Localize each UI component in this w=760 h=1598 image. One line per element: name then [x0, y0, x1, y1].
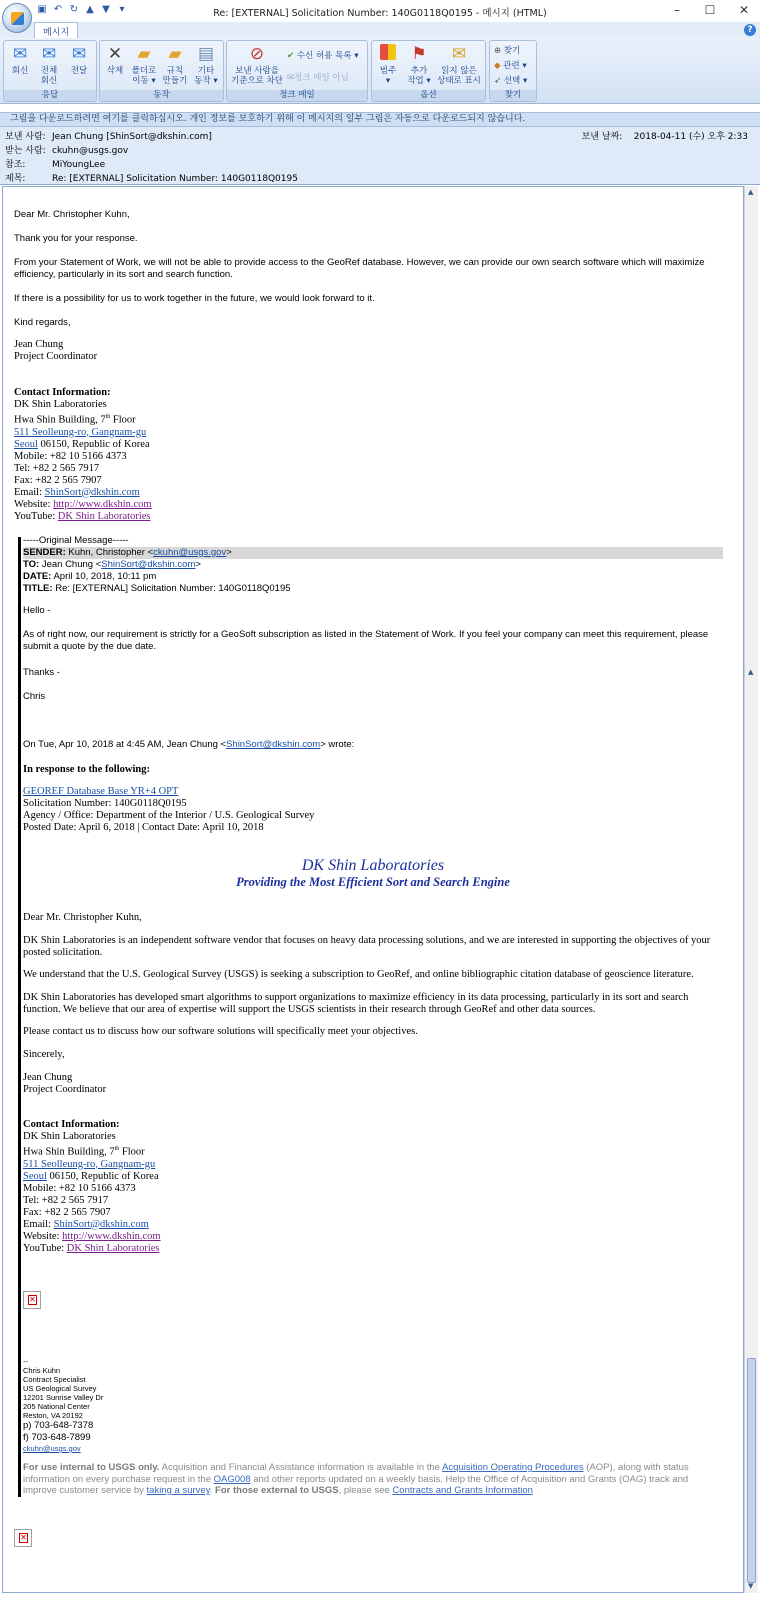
binoculars-icon: ⊕ — [494, 46, 502, 56]
website-link[interactable]: http://www.dkshin.com — [53, 498, 152, 510]
contact-block: Contact Information: DK Shin Laboratories Hwa Shin Building, 7th Floor 511 Seolleung-ro, Gangnam-gu Seoul 06150, Republic of Korea Mobile: +82 10 5166 4373 Tel: +82 2 565 7917 Fax: +82 2 565 7907 Email: ShinSort@dkshin.com Website: http://www.dkshin.com YouTube: DK Shin Laboratories — [14, 387, 152, 522]
delete-button[interactable]: ✕ 삭제 — [106, 44, 124, 76]
quote-bar — [18, 537, 21, 1497]
paragraph-future: If there is a possibility for us to work together in the future, we would look forward to it. — [14, 293, 375, 304]
scroll-thumb[interactable] — [747, 1358, 756, 1583]
greeting: Dear Mr. Christopher Kuhn, — [14, 209, 130, 220]
category-icon — [378, 44, 398, 64]
quoted-email-link[interactable]: ShinSort@dkshin.com — [53, 1218, 149, 1230]
quoted-greeting: Dear Mr. Christopher Kuhn, — [23, 912, 142, 923]
response-heading: In response to the following: — [23, 764, 150, 775]
to-row: 받는 사람: ckuhn@usgs.gov — [5, 146, 129, 156]
original-to-email[interactable]: ShinSort@dkshin.com — [101, 559, 196, 570]
quoted-youtube-link[interactable]: DK Shin Laboratories — [66, 1242, 160, 1254]
close-button[interactable]: ✕ — [738, 3, 750, 17]
usgs-footer: For use internal to USGS only. Acquisition and Financial Assistance information is available in the Acquisition Operating Procedures (AOP), along with status information on every purchase request in the OAG008 and other reports updated on a weekly basis. Help the Office of Acquisition and Grants (OAG) track and improve customer service by taking a survey. For those external to USGS, please see Contracts and Grants Information — [23, 1462, 689, 1496]
quoted-paragraph-1: DK Shin Laboratories is an independent software vendor that focuses on heavy data processing solutions, and we are interested in supporting the objectives of your posted solicitation. — [23, 935, 711, 958]
city-link[interactable]: Seoul — [14, 438, 38, 450]
rule-icon: ▰ — [168, 44, 182, 64]
cc-value[interactable]: MiYoungLee — [52, 160, 106, 170]
sender-role: Project Coordinator — [14, 351, 98, 362]
document-icon: ▤ — [197, 44, 215, 64]
broken-image-icon: ✕ — [23, 1291, 41, 1309]
safe-list-icon: ✔ — [287, 51, 295, 61]
select-button[interactable]: ➶ 선택 ▾ — [494, 76, 528, 86]
group-respond — [3, 40, 97, 102]
aop-link[interactable]: Acquisition Operating Procedures — [442, 1462, 584, 1473]
sent-date: 보낸 날짜: 2018-04-11 (수) 오후 2:33 — [581, 132, 748, 142]
find-button[interactable]: ⊕ 찾기 — [494, 46, 521, 56]
related-button[interactable]: ◆ 관련 ▾ — [494, 61, 527, 71]
original-chris: Chris — [23, 691, 46, 702]
solicitation-block: GEOREF Database Base YR+4 OPT Solicitation Number: 140G0118Q0195 Agency / Office: Department of the Interior / U.S. Geological Survey Posted Date: April 6, 2018 | Contact Date: April 10, 2018 — [23, 786, 315, 833]
signature-email-link[interactable]: ckuhn@usgs.gov — [23, 1444, 81, 1453]
tab-message[interactable]: 메시지 — [34, 22, 78, 38]
follow-up-button[interactable]: ⚑ 추가 작업 ▾ — [407, 44, 431, 86]
cc-row: 참조: MiYoungLee — [5, 160, 106, 170]
minimize-button[interactable]: – — [674, 3, 680, 17]
group-options — [371, 40, 486, 102]
other-actions-button[interactable]: ▤ 기타 동작 ▾ — [194, 44, 218, 86]
broken-image-icon: ✕ — [14, 1529, 32, 1547]
signature-block: -- Chris Kuhn Contract Specialist US Geological Survey 12201 Sunrise Valley Dr 205 National Center Reston, VA 20192 p) 703-648-7378 f) 703-648-7899 ckuhn@usgs.gov — [23, 1357, 323, 1453]
quoted-street-link[interactable]: 511 Seolleung-ro, Gangnam-gu — [23, 1158, 156, 1170]
save-icon[interactable]: ▣ — [37, 4, 47, 15]
reply-all-button[interactable]: ✉ 전체 회신 — [40, 44, 58, 86]
related-icon: ◆ — [494, 61, 501, 71]
group-label-respond: 응답 — [4, 90, 96, 101]
forward-button[interactable]: ✉ 전달 — [70, 44, 88, 76]
safe-list-button[interactable]: ✔ 수신 허용 목록 ▾ — [287, 51, 359, 61]
forward-icon: ✉ — [71, 44, 87, 64]
envelope-icon: ✉ — [451, 44, 467, 64]
original-hello: Hello - — [23, 605, 51, 616]
quoted-signoff: Jean Chung Project Coordinator — [23, 1072, 107, 1095]
brand-heading: DK Shin Laboratories — [301, 857, 445, 874]
email-link[interactable]: ShinSort@dkshin.com — [44, 486, 140, 498]
group-actions — [99, 40, 224, 102]
reply-button[interactable]: ✉ 회신 — [11, 44, 29, 76]
quoted-city-link[interactable]: Seoul — [23, 1170, 47, 1182]
delete-icon: ✕ — [107, 44, 123, 64]
vertical-scrollbar[interactable] — [744, 186, 758, 1593]
ribbon — [0, 38, 760, 104]
customize-icon[interactable]: ▾ — [119, 4, 125, 15]
group-label-actions: 동작 — [100, 90, 223, 101]
brand-tagline: Providing the Most Efficient Sort and Search Engine — [236, 875, 510, 889]
quoted-paragraph-3: DK Shin Laboratories has developed smart algorithms to support organizations to maximize efficiency in its data processing, particularly in its sort and search function. We believe that our area of expertise will support the USGS scientists in their research through GeoRef and other data sources. — [23, 992, 689, 1015]
closing: Kind regards, — [14, 317, 71, 328]
scroll-up-icon[interactable]: ▲ — [748, 188, 754, 196]
scroll-down-icon[interactable]: ▼ — [748, 1582, 754, 1590]
original-title-row: TITLE: Re: [EXTERNAL] Solicitation Number: 140G0118Q0195 — [23, 583, 291, 594]
create-rule-button[interactable]: ▰ 규칙 만들기 — [162, 44, 188, 86]
quoted-contact-block: Contact Information: DK Shin Laboratories Hwa Shin Building, 7th Floor 511 Seolleung-ro, Gangnam-gu Seoul 06150, Republic of Korea Mobile: +82 10 5166 4373 Tel: +82 2 565 7917 Fax: +82 2 565 7907 Email: ShinSort@dkshin.com Website: http://www.dkshin.com YouTube: DK Shin Laboratories — [23, 1119, 161, 1254]
original-date-row: DATE: April 10, 2018, 10:11 pm — [23, 571, 157, 582]
move-to-folder-button[interactable]: ▰ 폴더로 이동 ▾ — [131, 44, 157, 86]
down-arrow-icon[interactable]: ▼ — [102, 4, 110, 15]
folder-icon: ▰ — [137, 44, 151, 64]
quoted-sincerely: Sincerely, — [23, 1049, 65, 1060]
block-sender-icon: ⊘ — [249, 44, 265, 64]
categorize-button[interactable]: 범주 ▾ — [376, 44, 400, 86]
wrote-email-link[interactable]: ShinSort@dkshin.com — [226, 739, 321, 750]
original-to-row: TO: Jean Chung <ShinSort@dkshin.com> — [23, 559, 201, 570]
reply-all-icon: ✉ — [41, 44, 57, 64]
not-junk-icon: ✉ — [287, 73, 295, 83]
up-arrow-icon[interactable]: ▲ — [86, 4, 94, 15]
wrote-line: On Tue, Apr 10, 2018 at 4:45 AM, Jean Chung <ShinSort@dkshin.com> wrote: — [23, 739, 355, 750]
group-find — [489, 40, 537, 102]
street-link[interactable]: 511 Seolleung-ro, Gangnam-gu — [14, 426, 147, 438]
ribbon-tab-row — [0, 22, 760, 38]
download-pictures-infobar[interactable]: 그림을 다운로드하려면 여기를 클릭하십시오. 개인 정보를 보호하기 위해 이 메시지의 일부 그림은 자동으로 다운로드되지 않습니다. — [0, 112, 760, 127]
group-junk — [226, 40, 368, 102]
mark-unread-button[interactable]: ✉ 읽지 않은 상태로 표시 — [437, 44, 481, 86]
not-junk-button: ✉정크 메일 아님 — [287, 73, 349, 83]
refresh-icon[interactable]: ↻ — [69, 4, 79, 15]
office-button[interactable] — [2, 3, 32, 33]
from-value[interactable]: Jean Chung [ShinSort@dkshin.com] — [52, 132, 212, 142]
cursor-icon: ➶ — [494, 76, 502, 86]
quoted-website-link[interactable]: http://www.dkshin.com — [62, 1230, 161, 1242]
from-row: 보낸 사람: Jean Chung [ShinSort@dkshin.com] — [5, 132, 212, 142]
message-header — [0, 127, 760, 185]
title-bar — [0, 0, 760, 22]
block-sender-button[interactable]: ⊘ 보낸 사람을 기준으로 차단 — [231, 44, 283, 86]
group-label-find: 찾기 — [490, 90, 536, 101]
group-label-options: 옵션 — [372, 90, 485, 101]
paragraph-statement: From your Statement of Work, we will not be able to provide access to the GeoRef database. However, we can provide our own search software which will maximize efficiency, particularly in its sort and search function. — [14, 257, 705, 280]
office-logo-icon — [11, 12, 24, 25]
undo-icon[interactable]: ↶ — [53, 4, 63, 15]
original-message-header: -----Original Message----- SENDER: Kuhn, Christopher <ckuhn@usgs.gov> TO: Jean Chung <ShinSort@dkshin.com> DATE: April 10, 2018, 10:11 pm TITLE: Re: [EXTERNAL] Solicitation Number: 140G0118Q0195 — [23, 535, 723, 595]
group-label-junk: 정크 메일 — [227, 90, 367, 101]
help-icon[interactable]: ? — [744, 24, 756, 36]
flag-icon: ⚑ — [411, 44, 427, 64]
to-value[interactable]: ckuhn@usgs.gov — [52, 146, 129, 156]
quoted-paragraph-2: We understand that the U.S. Geological Survey (USGS) is seeking a subscription to GeoRef, and online bibliographic citation database of geoscience literature. — [23, 969, 694, 980]
youtube-link[interactable]: DK Shin Laboratories — [57, 510, 151, 522]
georef-link[interactable]: GEOREF Database Base YR+4 OPT — [23, 786, 179, 797]
original-text: As of right now, our requirement is strictly for a GeoSoft subscription as listed in the Statement of Work. If you feel your company can meet this requirement, please submit a quote by the due date. — [23, 629, 709, 652]
oag008-link[interactable]: OAG008 — [213, 1473, 251, 1485]
contracts-link[interactable]: Contracts and Grants Information — [392, 1485, 533, 1496]
window-title: Re: [EXTERNAL] Solicitation Number: 140G0118Q0195 - 메시지 (HTML) — [213, 8, 547, 19]
original-thanks: Thanks - — [23, 667, 60, 678]
reply-icon: ✉ — [12, 44, 28, 64]
subject-value: Re: [EXTERNAL] Solicitation Number: 140G0118Q0195 — [52, 174, 298, 184]
sender-name: Jean Chung — [14, 339, 64, 350]
scroll-mark-icon: ▲ — [748, 668, 754, 676]
maximize-button[interactable]: ☐ — [704, 3, 716, 17]
original-sender-row: SENDER: Kuhn, Christopher <ckuhn@usgs.gov> — [23, 547, 723, 559]
survey-link[interactable]: taking a survey — [146, 1485, 210, 1496]
quoted-paragraph-4: Please contact us to discuss how our software solutions will specifically meet your objectives. — [23, 1026, 418, 1037]
subject-row: 제목: Re: [EXTERNAL] Solicitation Number: 140G0118Q0195 — [5, 174, 298, 184]
original-sender-email[interactable]: ckuhn@usgs.gov — [153, 547, 227, 558]
message-body[interactable] — [2, 186, 744, 1593]
paragraph-thanks: Thank you for your response. — [14, 233, 138, 244]
